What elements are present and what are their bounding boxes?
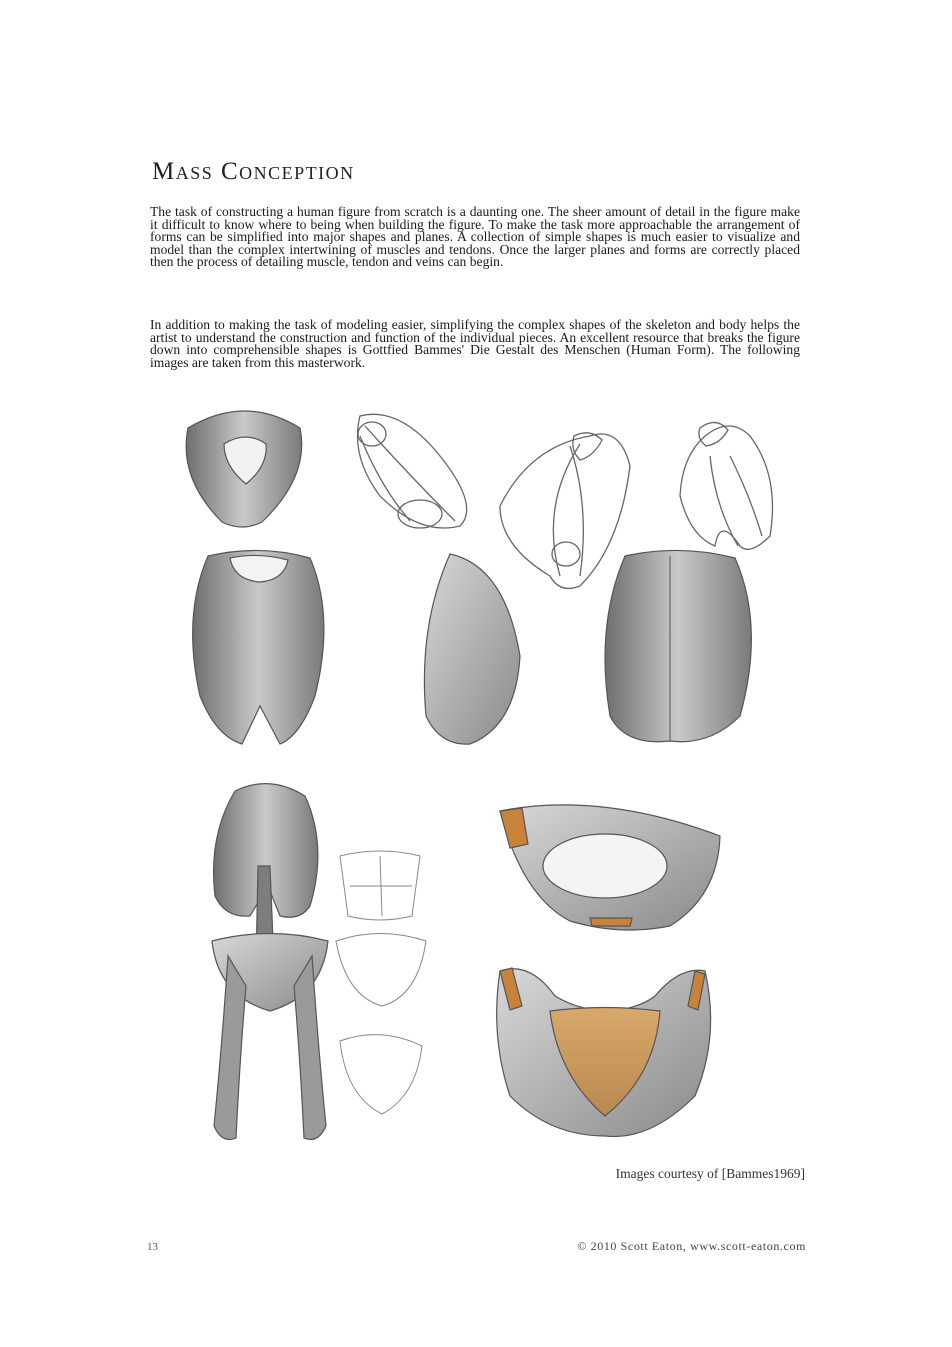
figure-caption: Images courtesy of [Bammes1969] <box>615 1166 805 1181</box>
page-number: 13 <box>147 1241 158 1253</box>
bammes-sketches-figure <box>150 396 810 1176</box>
section-title: Mass Conception <box>152 158 355 185</box>
skeleton-column-sketch <box>212 784 328 1140</box>
pelvis-wireframe-sketch <box>336 851 426 1114</box>
resource-paragraph: In addition to making the task of modeling easier, simplifying the complex shapes of the skeleton and body helps the artist to understand the construction and function of the individual pieces. An excellent resource that breaks the figure down into comprehensible shapes is Gottfied Bammes' Die Gestalt des Menschen (Human Form). The following images are taken from this masterwork. <box>150 317 800 370</box>
copyright-footer: © 2010 Scott Eaton, www.scott-eaton.com <box>577 1239 806 1253</box>
mass-shapes-row <box>193 550 752 744</box>
thorax-block-sketch <box>186 411 302 527</box>
intro-paragraph: The task of constructing a human figure from scratch is a daunting one. The sheer amount of detail in the figure make it difficult to know where to being when building the figure. To make the task more approachable the arrangement of forms can be simplified into major shapes and planes. A collection of simple shapes is much easier to visualize and model than the complex intertwining of muscles and tendons. Once the larger planes and forms are correctly placed then the process of detailing muscle, tendon and veins can begin. <box>150 204 800 270</box>
pelvis-detail-sketches <box>497 805 720 1137</box>
